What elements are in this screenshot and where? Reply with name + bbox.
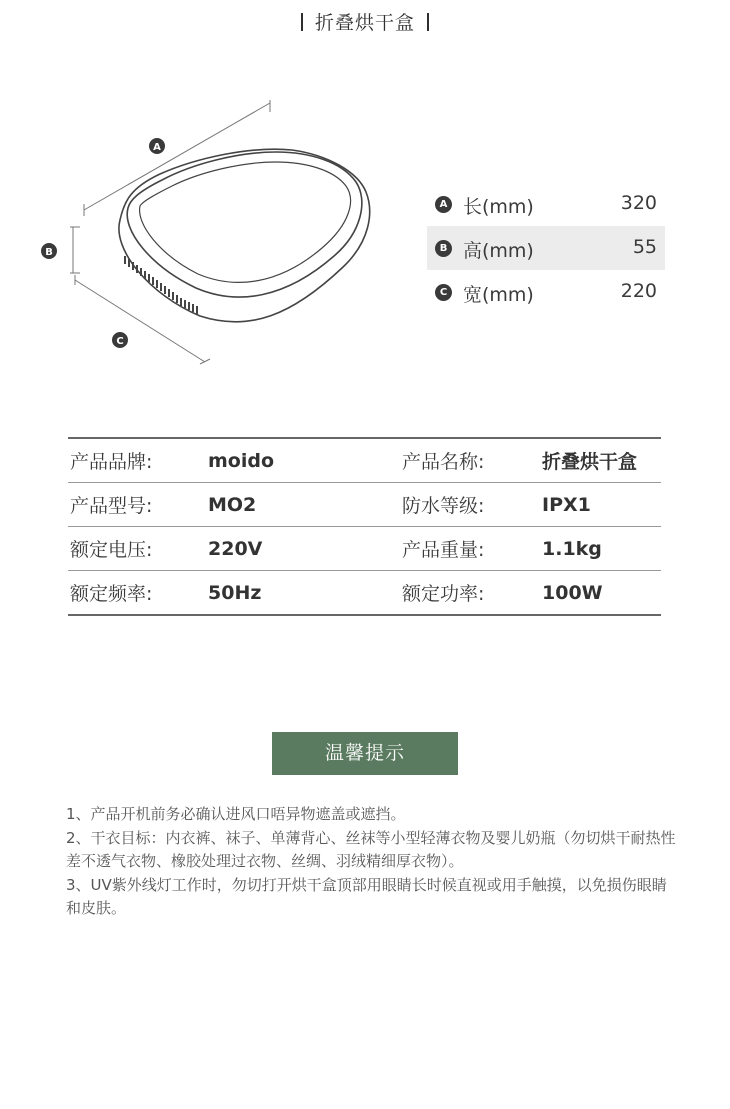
spec-key: 产品品牌: xyxy=(68,438,206,483)
page-title xyxy=(0,8,730,35)
dimensions-list xyxy=(427,182,665,314)
dimension-row-height xyxy=(427,226,665,270)
spec-value: 折叠烘干盒 xyxy=(540,438,661,483)
note-item: 3、UV紫外线灯工作时，勿切打开烘干盒顶部用眼睛长时候直视或用手触摸，以免损伤眼睛和皮肤。 xyxy=(66,875,667,917)
spec-key: 产品名称: xyxy=(400,438,540,483)
spec-value: MO2 xyxy=(206,483,400,527)
spec-value: 100W xyxy=(540,571,661,616)
spec-value: 220V xyxy=(206,527,400,571)
dimension-value: 220 xyxy=(620,280,657,302)
notes-list xyxy=(66,803,676,921)
badge-a-icon: A xyxy=(435,196,452,213)
dimension-row-length xyxy=(427,182,665,226)
table-row xyxy=(68,527,661,571)
table-row xyxy=(68,438,661,483)
table-row xyxy=(68,571,661,616)
spec-value: IPX1 xyxy=(540,483,661,527)
badge-a xyxy=(149,138,165,154)
spec-value: moido xyxy=(206,438,400,483)
dimension-label: 宽(mm) xyxy=(463,284,534,306)
badge-a-text: A xyxy=(153,142,161,153)
tips-banner: 温馨提示 xyxy=(272,732,458,775)
title-right-bar xyxy=(427,13,429,31)
badge-b xyxy=(41,243,57,259)
spec-value: 1.1kg xyxy=(540,527,661,571)
page-title-text: 折叠烘干盒 xyxy=(314,12,415,34)
dimension-label: 长(mm) xyxy=(463,196,534,218)
badge-c-icon: C xyxy=(435,284,452,301)
dimension-row-width xyxy=(427,270,665,314)
note-item: 2、干衣目标：内衣裤、袜子、单薄背心、丝袜等小型轻薄衣物及婴儿奶瓶（勿切烘干耐热性差不透气衣物、橡胶处理过衣物、丝绸、羽绒精细厚衣物）。 xyxy=(66,828,676,870)
badge-c-text: C xyxy=(116,336,124,347)
spec-table xyxy=(68,437,661,616)
badge-b-text: B xyxy=(45,247,53,258)
spec-key: 防水等级: xyxy=(400,483,540,527)
drying-box-illustration xyxy=(119,149,370,322)
note-item: 1、产品开机前务必确认进风口唔异物遮盖或遮挡。 xyxy=(66,805,406,823)
table-row xyxy=(68,483,661,527)
dimension-value: 320 xyxy=(620,192,657,214)
badge-b-icon: B xyxy=(435,240,452,257)
spec-key: 额定电压: xyxy=(68,527,206,571)
dimension-label: 高(mm) xyxy=(463,240,534,262)
product-dimension-figure xyxy=(0,90,400,380)
spec-key: 产品型号: xyxy=(68,483,206,527)
title-left-bar xyxy=(301,13,303,31)
dimension-line-b xyxy=(70,227,80,273)
badge-c xyxy=(112,332,128,348)
spec-key: 额定频率: xyxy=(68,571,206,616)
spec-key: 产品重量: xyxy=(400,527,540,571)
spec-value: 50Hz xyxy=(206,571,400,616)
spec-key: 额定功率: xyxy=(400,571,540,616)
dimension-value: 55 xyxy=(632,236,657,258)
